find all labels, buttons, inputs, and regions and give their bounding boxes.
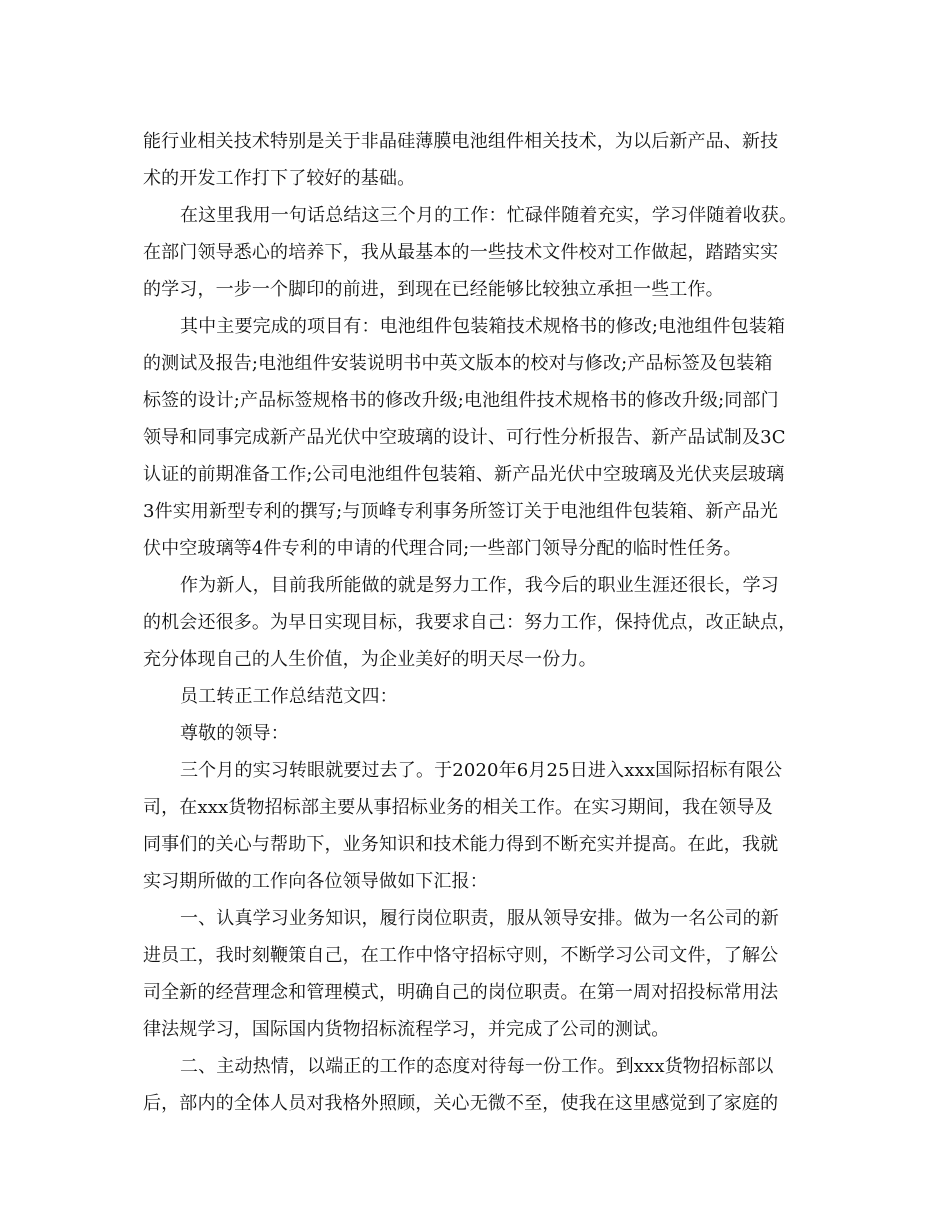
text-line: 领导和同事完成新产品光伏中空玻璃的设计、可行性分析报告、新产品试制及3C [143, 427, 786, 448]
text-line: 3件实用新型专利的撰写;与顶峰专利事务所签订关于电池组件包装箱、新产品光 [143, 501, 778, 522]
salutation: 尊敬的领导： [180, 723, 289, 744]
text-line: 司全新的经营理念和管理模式，明确自己的岗位职责。在第一周对招投标常用法 [143, 982, 779, 1003]
paragraph-first-line: 作为新人，目前我所能做的就是努力工作，我今后的职业生涯还很长，学习 [180, 575, 779, 596]
text-line: 充分体现自己的人生价值，为企业美好的明天尽一份力。 [143, 649, 597, 670]
text-line: 标签的设计;产品标签规格书的修改升级;电池组件技术规格书的修改升级;同部门 [143, 390, 779, 411]
text-line: 术的开发工作打下了较好的基础。 [143, 168, 416, 189]
text-line: 实习期所做的工作向各位领导做如下汇报： [143, 871, 488, 892]
text-line: 后，部内的全体人员对我格外照顾，关心无微不至，使我在这里感觉到了家庭的 [143, 1093, 779, 1114]
text-line: 的测试及报告;电池组件安装说明书中英文版本的校对与修改;产品标签及包装箱 [143, 353, 773, 374]
paragraph-first-line: 在这里我用一句话总结这三个月的工作：忙碌伴随着充实，学习伴随着收获。 [180, 205, 798, 226]
text-line: 在部门领导悉心的培养下，我从最基本的一些技术文件校对工作做起，踏踏实实 [143, 242, 779, 263]
text-line: 同事们的关心与帮助下，业务知识和技术能力得到不断充实并提高。在此，我就 [143, 834, 779, 855]
paragraph-first-line: 其中主要完成的项目有：电池组件包装箱技术规格书的修改;电池组件包装箱 [180, 316, 786, 337]
text-line: 伏中空玻璃等4件专利的申请的代理合同;一些部门领导分配的临时性任务。 [143, 538, 742, 559]
paragraph-first-line: 一、认真学习业务知识，履行岗位职责，服从领导安排。做为一名公司的新 [180, 908, 779, 929]
section-heading: 员工转正工作总结范文四： [180, 686, 398, 707]
text-line: 能行业相关技术特别是关于非晶硅薄膜电池组件相关技术，为以后新产品、新技 [143, 131, 779, 152]
text-line: 的机会还很多。为早日实现目标，我要求自己：努力工作，保持优点，改正缺点， [143, 612, 797, 633]
paragraph-first-line: 二、主动热情，以端正的工作的态度对待每一份工作。到xxx货物招标部以 [180, 1056, 774, 1077]
paragraph-first-line: 三个月的实习转眼就要过去了。于2020年6月25日进入xxx国际招标有限公 [180, 760, 783, 781]
text-line: 律法规学习，国际国内货物招标流程学习，并完成了公司的测试。 [143, 1019, 670, 1040]
text-line: 司，在xxx货物招标部主要从事招标业务的相关工作。在实习期间，我在领导及 [143, 797, 773, 818]
text-line: 进员工，我时刻鞭策自己，在工作中恪守招标守则，不断学习公司文件，了解公 [143, 945, 779, 966]
text-line: 的学习，一步一个脚印的前进，到现在已经能够比较独立承担一些工作。 [143, 279, 724, 300]
text-line: 认证的前期准备工作;公司电池组件包装箱、新产品光伏中空玻璃及光伏夹层玻璃 [143, 464, 785, 485]
